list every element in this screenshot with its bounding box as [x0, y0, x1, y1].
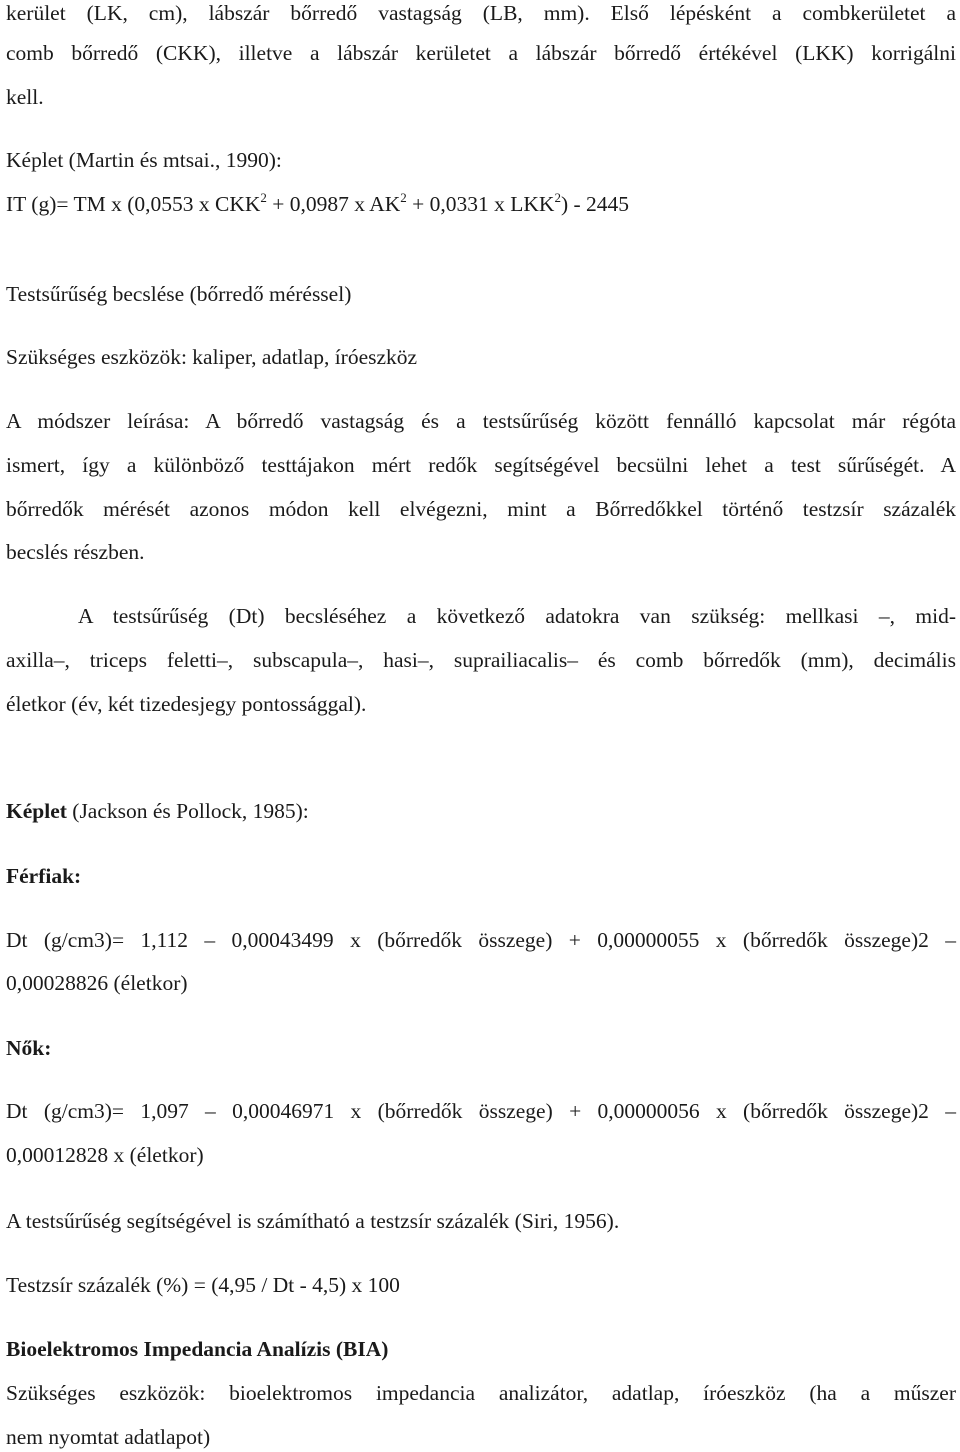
martin-formula-label: Képlet (Martin és mtsai., 1990):: [6, 148, 282, 172]
men-formula-line-2: 0,00028826 (életkor): [6, 971, 188, 995]
density-data-line-1: A testsűrűség (Dt) becsléséhez a következő adatokra van szükség: mellkasi –, mid-: [78, 604, 956, 628]
martin-formula: IT (g)= TM x (0,0553 x $CKK^2 + 0,0987$ x $AK^2 + 0,0331$ x LKK$^2$) - 2445: [6, 190, 630, 216]
bia-section-heading: Bioelektromos Impedancia Analízis (BIA): [6, 1337, 389, 1361]
density-method-line-2: ismert, így a különböző testtájakon mért redők segítségével becsülni lehet a test sűrűségét. A: [6, 453, 956, 477]
density-tools: Szükséges eszközök: kaliper, adatlap, íróeszköz: [6, 345, 418, 369]
women-formula-line-2: 0,00012828 x (életkor): [6, 1143, 204, 1167]
density-data-line-3: életkor (év, két tizedesjegy pontossággal).: [6, 692, 367, 716]
men-heading: Férfiak:: [6, 864, 82, 888]
bia-tools-line-2: nem nyomtat adatlapot): [6, 1425, 211, 1449]
density-section-heading: Testsűrűség becslése (bőrredő méréssel): [6, 282, 352, 306]
density-method-line-4: becslés részben.: [6, 540, 145, 564]
siri-text: A testsűrűség segítségével is számítható a testzsír százalék (Siri, 1956).: [6, 1209, 620, 1233]
women-formula-line-1: Dt (g/cm3)= 1,097 – 0,00046971 x (bőrredők összege) + 0,00000056 x (bőrredők összege)2 –: [6, 1099, 956, 1123]
density-data-line-2: axilla–, triceps feletti–, subscapula–, hasi–, suprailiacalis– és comb bőrredők (mm), decimális: [6, 648, 956, 672]
men-formula-line-1: Dt (g/cm3)= 1,112 – 0,00043499 x (bőrredők összege) + 0,00000055 x (bőrredők összege)2 –: [6, 928, 956, 952]
intro-line-1: kerület (LK, cm), lábszár bőrredő vastagság (LB, mm). Első lépésként a combkerületet a: [6, 1, 956, 25]
jackson-formula-label: Képlet (Jackson és Pollock, 1985):: [6, 799, 309, 823]
density-method-line-3: bőrredők mérését azonos módon kell elvégezni, mint a Bőrredőkkel történő testzsír százalék: [6, 497, 956, 521]
women-heading: Nők:: [6, 1036, 52, 1060]
intro-line-2: comb bőrredő (CKK), illetve a lábszár kerületet a lábszár bőrredő értékével (LKK) korrigálni: [6, 41, 956, 65]
intro-line-3: kell.: [6, 85, 44, 109]
siri-formula: Testzsír százalék (%) = (4,95 / Dt - 4,5) x 100: [6, 1273, 400, 1297]
density-method-line-1: A módszer leírása: A bőrredő vastagság és a testsűrűség között fennálló kapcsolat már régóta: [6, 409, 956, 433]
bia-tools-line-1: Szükséges eszközök: bioelektromos impedancia analizátor, adatlap, íróeszköz (ha a műszer: [6, 1381, 956, 1405]
